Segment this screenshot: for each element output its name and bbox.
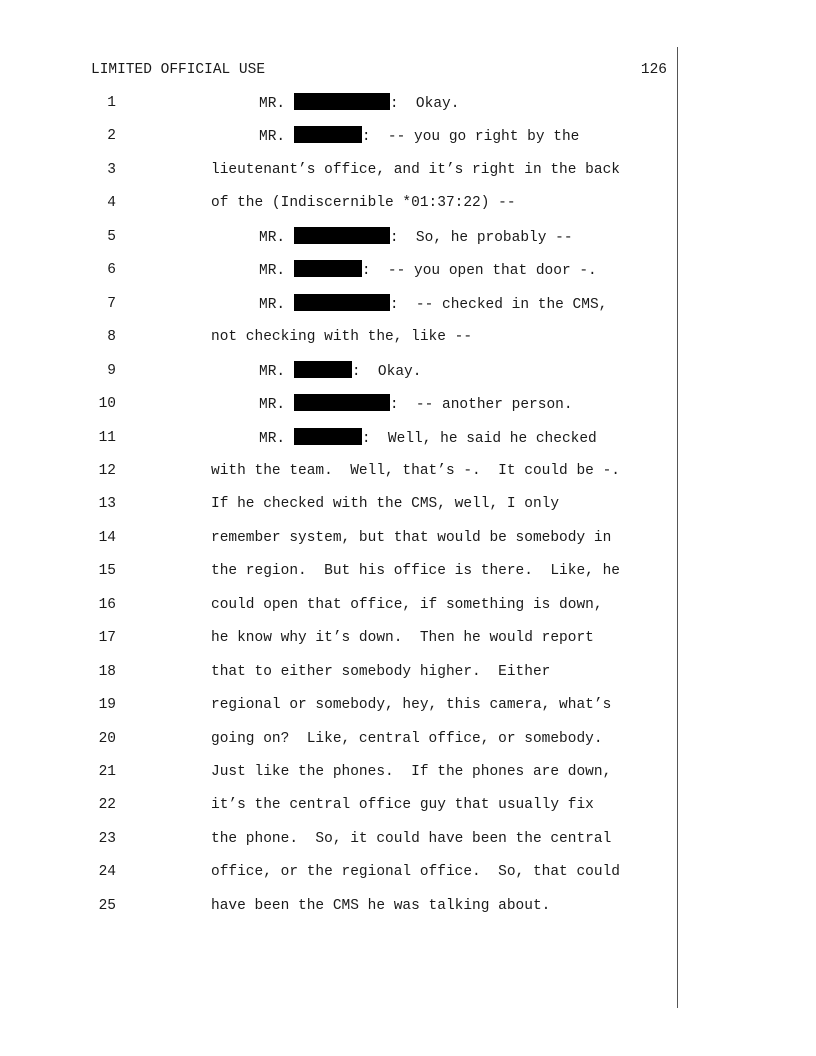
transcript-line bbox=[0, 662, 816, 682]
speaker-prefix: MR. bbox=[259, 296, 286, 313]
line-number: 3 bbox=[107, 161, 116, 178]
speaker-prefix: MR. bbox=[259, 363, 286, 380]
line-number: 15 bbox=[98, 563, 116, 580]
transcript-line bbox=[0, 394, 816, 414]
transcript-line bbox=[0, 628, 816, 648]
continuation-text: have been the CMS he was talking about. bbox=[211, 897, 551, 914]
redaction-block bbox=[294, 227, 390, 244]
redaction-block bbox=[294, 361, 352, 378]
transcript-line bbox=[0, 862, 816, 882]
speaker-prefix: MR. bbox=[259, 96, 286, 112]
transcript-line bbox=[0, 494, 816, 514]
transcript-line bbox=[0, 361, 816, 381]
line-number: 5 bbox=[107, 228, 116, 245]
line-number: 22 bbox=[98, 797, 116, 814]
transcript-line bbox=[0, 829, 816, 849]
speaker-utterance: : Okay. bbox=[351, 363, 422, 380]
transcript-line bbox=[0, 93, 816, 113]
transcript-line bbox=[0, 795, 816, 815]
line-number: 10 bbox=[98, 396, 116, 413]
continuation-text: If he checked with the CMS, well, I only bbox=[211, 496, 560, 513]
speaker-line bbox=[259, 260, 597, 281]
continuation-text: Just like the phones. If the phones are down, bbox=[211, 764, 612, 780]
transcript-line bbox=[0, 595, 816, 615]
line-number: 21 bbox=[98, 764, 116, 780]
continuation-text: with the team. Well, that’s -. It could be -. bbox=[211, 462, 620, 479]
line-number: 2 bbox=[107, 128, 116, 145]
speaker-utterance: : -- another person. bbox=[389, 397, 573, 414]
transcript-line bbox=[0, 428, 816, 448]
transcript-line bbox=[0, 729, 816, 749]
line-number: 19 bbox=[98, 697, 116, 714]
line-number: 16 bbox=[98, 596, 116, 613]
line-number: 1 bbox=[107, 95, 116, 111]
continuation-text: the region. But his office is there. Like, he bbox=[211, 563, 620, 580]
continuation-text: that to either somebody higher. Either bbox=[211, 663, 551, 680]
redaction-block bbox=[294, 260, 362, 277]
continuation-text: remember system, but that would be somebody in bbox=[211, 529, 612, 546]
continuation-text: the phone. So, it could have been the central bbox=[211, 830, 612, 847]
line-number: 8 bbox=[107, 329, 116, 346]
redaction-block bbox=[294, 294, 390, 311]
transcript-line bbox=[0, 126, 816, 146]
speaker-prefix: MR. bbox=[259, 397, 286, 414]
line-number: 11 bbox=[98, 429, 116, 446]
redaction-block bbox=[294, 428, 362, 445]
speaker-line bbox=[259, 126, 579, 147]
transcript-line bbox=[0, 260, 816, 280]
speaker-prefix: MR. bbox=[259, 129, 286, 146]
speaker-line bbox=[259, 394, 573, 415]
transcript-line bbox=[0, 461, 816, 481]
line-number: 23 bbox=[98, 830, 116, 847]
transcript-line bbox=[0, 327, 816, 347]
speaker-line bbox=[259, 93, 459, 114]
transcript-line bbox=[0, 193, 816, 213]
transcript-line bbox=[0, 528, 816, 548]
continuation-text: office, or the regional office. So, that could bbox=[211, 864, 620, 881]
line-number: 12 bbox=[98, 462, 116, 479]
speaker-line bbox=[259, 361, 421, 382]
line-number: 7 bbox=[107, 295, 116, 312]
redaction-block bbox=[294, 394, 390, 411]
continuation-text: he know why it’s down. Then he would report bbox=[211, 630, 594, 647]
redaction-block bbox=[294, 126, 362, 143]
line-number: 20 bbox=[98, 730, 116, 747]
line-number: 18 bbox=[98, 663, 116, 680]
continuation-text: of the (Indiscernible *01:37:22) -- bbox=[211, 195, 516, 212]
speaker-prefix: MR. bbox=[259, 263, 286, 280]
line-number: 25 bbox=[98, 897, 116, 914]
line-number: 14 bbox=[98, 529, 116, 546]
continuation-text: not checking with the, like -- bbox=[211, 329, 473, 346]
speaker-prefix: MR. bbox=[259, 430, 286, 447]
line-number: 13 bbox=[98, 496, 116, 513]
continuation-text: it’s the central office guy that usually fix bbox=[211, 797, 594, 814]
continuation-text: could open that office, if something is down, bbox=[211, 596, 603, 613]
transcript-line bbox=[0, 294, 816, 314]
continuation-text: going on? Like, central office, or somebody. bbox=[211, 730, 603, 747]
page-number: 126 bbox=[640, 62, 667, 78]
speaker-utterance: : -- checked in the CMS, bbox=[389, 296, 608, 313]
speaker-line bbox=[259, 294, 607, 315]
line-number: 6 bbox=[107, 262, 116, 279]
line-number: 24 bbox=[98, 864, 116, 881]
transcript-line bbox=[0, 695, 816, 715]
transcript-line bbox=[0, 762, 816, 782]
line-number: 17 bbox=[98, 630, 116, 647]
continuation-text: regional or somebody, hey, this camera, what’s bbox=[211, 697, 612, 714]
transcript-line bbox=[0, 160, 816, 180]
transcript-line bbox=[0, 227, 816, 247]
transcript-line bbox=[0, 561, 816, 581]
speaker-prefix: MR. bbox=[259, 229, 286, 246]
speaker-utterance: : Well, he said he checked bbox=[361, 430, 597, 447]
transcript-line bbox=[0, 896, 816, 916]
speaker-line bbox=[259, 428, 597, 449]
speaker-utterance: : -- you go right by the bbox=[361, 129, 580, 146]
speaker-line bbox=[259, 227, 573, 248]
line-number: 9 bbox=[107, 362, 116, 379]
classification-header: LIMITED OFFICIAL USE bbox=[91, 62, 266, 78]
speaker-utterance: : So, he probably -- bbox=[389, 229, 573, 246]
speaker-utterance: : Okay. bbox=[389, 96, 460, 112]
continuation-text: lieutenant’s office, and it’s right in the back bbox=[211, 161, 620, 178]
redaction-block bbox=[294, 93, 390, 110]
line-number: 4 bbox=[107, 195, 116, 212]
speaker-utterance: : -- you open that door -. bbox=[361, 263, 597, 280]
